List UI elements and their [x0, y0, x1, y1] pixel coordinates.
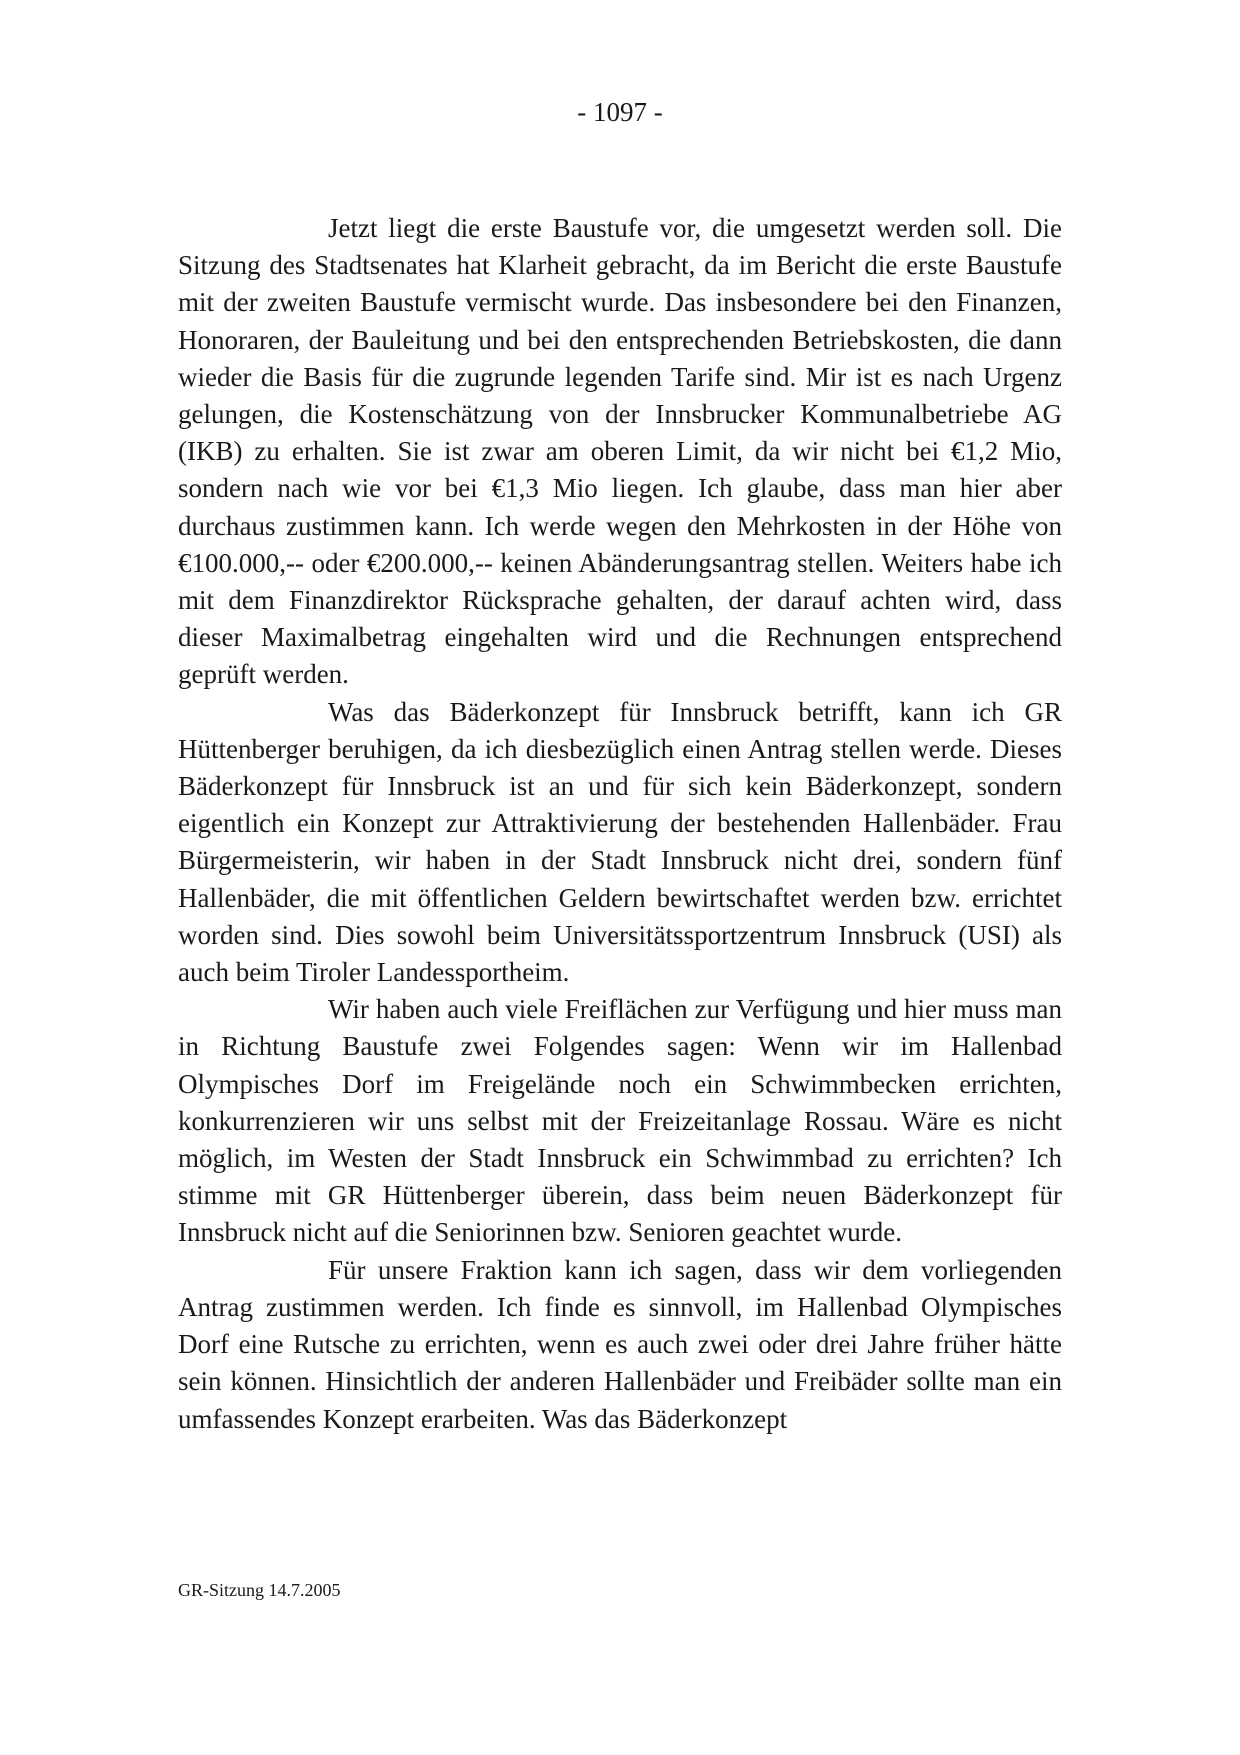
- body-text: [178, 210, 1062, 1438]
- page-number: - 1097 -: [577, 97, 663, 127]
- paragraph-4: Für unsere Fraktion kann ich sagen, dass wir dem vorliegenden Antrag zustimmen werden. Ich finde es sinnvoll, im Hallenbad Olympisches Dorf eine Rutsche zu errichten, wenn es auch zwei oder drei Jahre früher hätte sein können. Hinsichtlich der anderen Hallenbäder und Freibäder sollte man ein umfassendes Konzept erarbeiten. Was das Bäderkonzept: [178, 1254, 1062, 1434]
- paragraph-3: Wir haben auch viele Freiflächen zur Verfügung und hier muss man in Richtung Baustufe zwei Folgendes sagen: Wenn wir im Hallenbad Olympisches Dorf im Freigelände noch ein Schwimmbecken errichten, konkurrenzieren wir uns selbst mit der Freizeitanlage Rossau. Wäre es nicht möglich, im Westen der Stadt Innsbruck ein Schwimmbad zu errichten? Ich stimme mit GR Hüttenberger überein, dass beim neuen Bäderkonzept für Innsbruck nicht auf die Seniorinnen bzw. Senioren geachtet wurde.: [178, 994, 1062, 1248]
- paragraph-1: Jetzt liegt die erste Baustufe vor, die umgesetzt werden soll. Die Sitzung des Stadtsenates hat Klarheit gebracht, da im Bericht die erste Baustufe mit der zweiten Baustufe vermischt wurde. Das insbesondere bei den Finanzen, Honoraren, der Bauleitung und bei den entsprechenden Betriebskosten, die dann wieder die Basis für die zugrunde legenden Tarife sind. Mir ist es nach Urgenz gelungen, die Kostenschätzung von der Innsbrucker Kommunalbetriebe AG (IKB) zu erhalten. Sie ist zwar am oberen Limit, da wir nicht bei €1,2 Mio, sondern nach wie vor bei €1,3 Mio liegen. Ich glaube, dass man hier aber durchaus zustimmen kann. Ich werde wegen den Mehrkosten in der Höhe von €100.000,-- oder €200.000,-- keinen Abänderungsantrag stellen. Weiters habe ich mit dem Finanzdirektor Rücksprache gehalten, der darauf achten wird, dass dieser Maximalbetrag eingehalten wird und die Rechnungen entsprechend geprüft werden.: [178, 213, 1062, 690]
- paragraph-2: Was das Bäderkonzept für Innsbruck betrifft, kann ich GR Hüttenberger beruhigen, da ich diesbezüglich einen Antrag stellen werde. Dieses Bäderkonzept für Innsbruck ist an und für sich kein Bäderkonzept, sondern eigentlich ein Konzept zur Attraktivierung der bestehenden Hallenbäder. Frau Bürgermeisterin, wir haben in der Stadt Innsbruck nicht drei, sondern fünf Hallenbäder, die mit öffentlichen Geldern bewirtschaftet werden bzw. errichtet worden sind. Dies sowohl beim Universitätssportzentrum Innsbruck (USI) als auch beim Tiroler Landessportheim.: [178, 696, 1062, 988]
- footer-session-date: GR-Sitzung 14.7.2005: [178, 1580, 341, 1600]
